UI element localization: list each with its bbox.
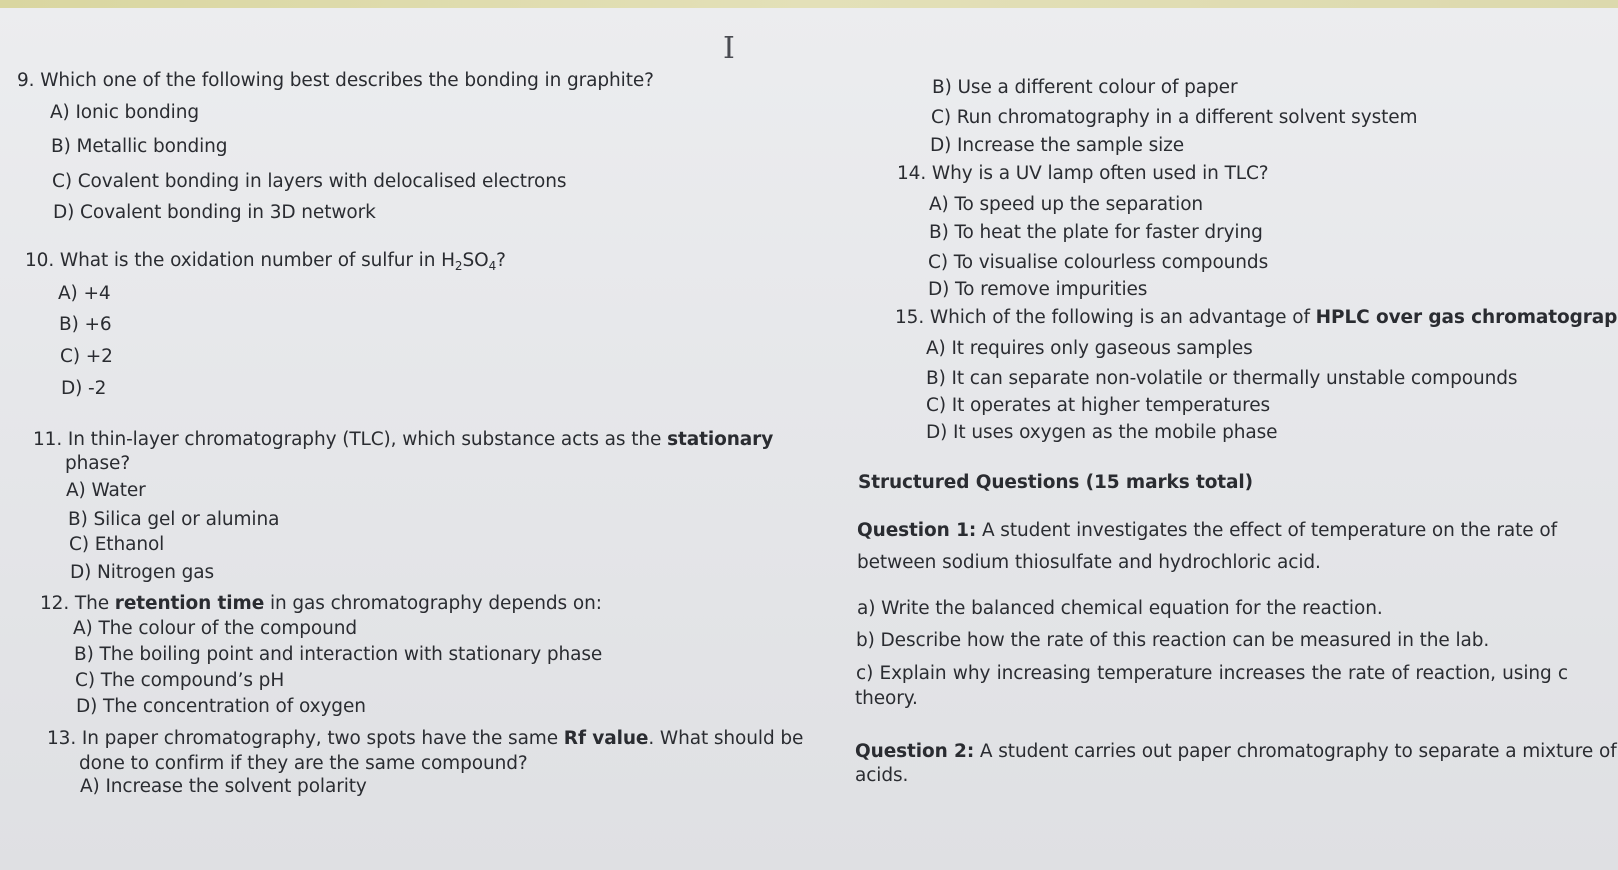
- question-13-line-1: 13. In paper chromatography, two spots have the same Rf value. What should be: [47, 728, 804, 749]
- q14-option-b: B) To heat the plate for faster drying: [929, 222, 1263, 243]
- text-cursor-icon: I: [723, 31, 735, 66]
- q14-option-a: A) To speed up the separation: [929, 194, 1204, 215]
- q11-option-c: C) Ethanol: [69, 534, 165, 555]
- q14-option-d: D) To remove impurities: [928, 279, 1148, 300]
- q15-option-d: D) It uses oxygen as the mobile phase: [926, 422, 1278, 443]
- q12-option-b: B) The boiling point and interaction with stationary phase: [74, 644, 603, 665]
- q11-option-b: B) Silica gel or alumina: [68, 509, 280, 530]
- structured-question-1-line-2: between sodium thiosulfate and hydrochloric acid.: [857, 552, 1321, 573]
- question-9-text: 9. Which one of the following best describes the bonding in graphite?: [17, 70, 654, 91]
- q9-option-b: B) Metallic bonding: [51, 136, 228, 157]
- structured-question-1-part-a: a) Write the balanced chemical equation for the reaction.: [857, 598, 1383, 619]
- q14-option-c: C) To visualise colourless compounds: [928, 252, 1269, 273]
- q13-option-c: C) Run chromatography in a different solvent system: [931, 107, 1418, 128]
- question-11-line-2: phase?: [65, 453, 131, 474]
- structured-question-1-line-1: Question 1: A student investigates the effect of temperature on the rate of: [857, 520, 1557, 541]
- q15-option-c: C) It operates at higher temperatures: [926, 395, 1271, 416]
- q12-option-c: C) The compound’s pH: [75, 670, 285, 691]
- question-10: 10. What is the oxidation number of sulfur in $H_2SO_4$?: [25, 250, 506, 273]
- q15-option-a: A) It requires only gaseous samples: [926, 338, 1253, 359]
- question-12: 12. The retention time in gas chromatography depends on:: [40, 593, 602, 614]
- q9-option-a: A) Ionic bonding: [50, 102, 199, 123]
- q10-option-d: D) -2: [61, 378, 107, 399]
- question-13-line-2: done to confirm if they are the same compound?: [79, 753, 528, 774]
- q12-option-d: D) The concentration of oxygen: [76, 696, 366, 717]
- q11-option-a: A) Water: [66, 480, 146, 501]
- question-15: 15. Which of the following is an advantage of HPLC over gas chromatograp: [895, 307, 1618, 328]
- structured-question-1-part-c-line-1: c) Explain why increasing temperature increases the rate of reaction, using c: [856, 663, 1568, 684]
- top-edge-strip: [0, 0, 1618, 8]
- q9-option-c: C) Covalent bonding in layers with delocalised electrons: [52, 171, 567, 192]
- structured-question-2-line-1: Question 2: A student carries out paper chromatography to separate a mixture of: [855, 741, 1617, 762]
- structured-question-1-part-c-line-2: theory.: [855, 688, 918, 709]
- q15-option-b: B) It can separate non-volatile or thermally unstable compounds: [926, 368, 1518, 389]
- structured-question-1-part-b: b) Describe how the rate of this reaction can be measured in the lab.: [856, 630, 1490, 651]
- q10-option-a: A) +4: [58, 283, 111, 304]
- q9-option-d: D) Covalent bonding in 3D network: [53, 202, 376, 223]
- structured-questions-heading: Structured Questions (15 marks total): [858, 472, 1254, 493]
- question-14: 14. Why is a UV lamp often used in TLC?: [897, 163, 1269, 184]
- q13-option-d: D) Increase the sample size: [930, 135, 1185, 156]
- q12-option-a: A) The colour of the compound: [73, 618, 358, 639]
- q13-option-b: B) Use a different colour of paper: [932, 77, 1238, 98]
- q11-option-d: D) Nitrogen gas: [70, 562, 215, 583]
- question-11-line-1: 11. In thin-layer chromatography (TLC), which substance acts as the stationary: [33, 429, 774, 450]
- question-9: [17, 72, 654, 91]
- q13-option-a: A) Increase the solvent polarity: [80, 776, 367, 797]
- q10-option-c: C) +2: [60, 346, 113, 367]
- structured-question-2-line-2: acids.: [855, 765, 909, 786]
- q10-option-b: B) +6: [59, 314, 112, 335]
